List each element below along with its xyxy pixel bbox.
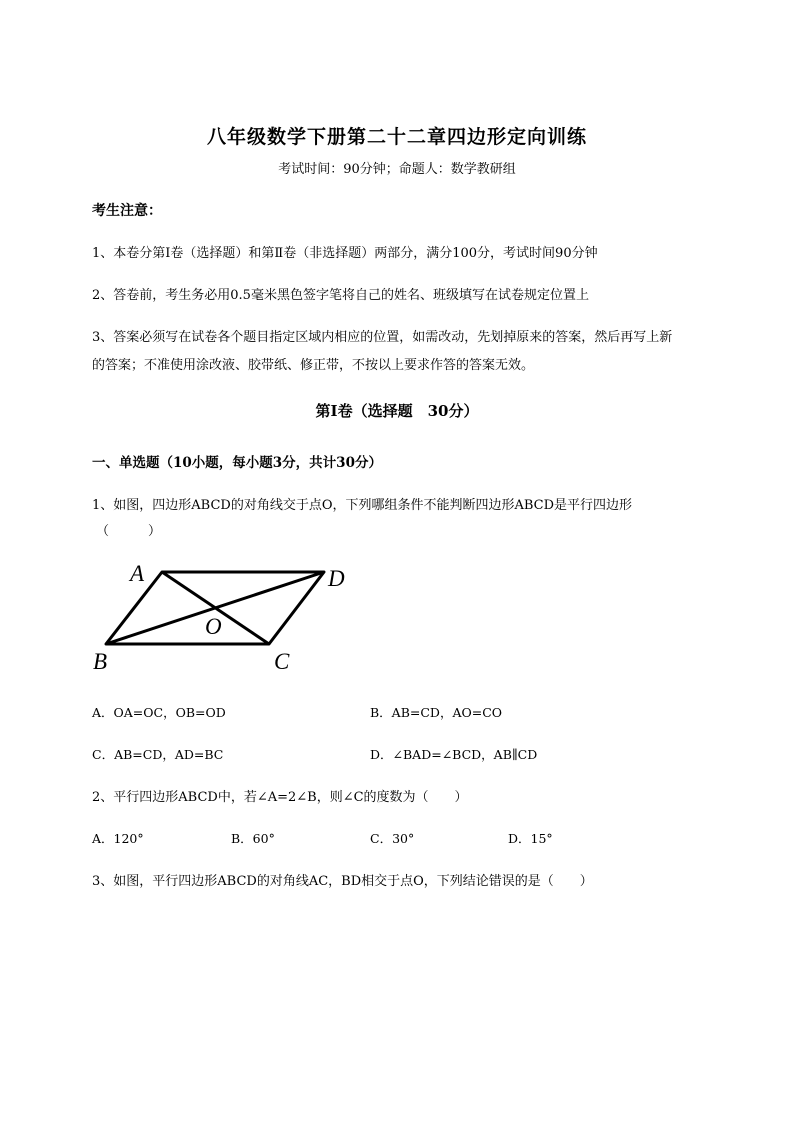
part-heading: 一、单选题（10小题，每小题3分，共计30分）: [92, 455, 382, 471]
q2-option-b[interactable]: B．60°: [231, 831, 275, 846]
notice-heading: 考生注意：: [92, 203, 162, 219]
notice-item-3: 3、答案必须写在试卷各个题目指定区域内相应的位置，如需改动，先划掉原来的答案，然后再写上新: [92, 330, 673, 345]
notice-item-3-continued: 的答案；不准使用涂改液、胶带纸、修正带，不按以上要求作答的答案无效。: [92, 358, 535, 373]
vertex-label-d: D: [328, 566, 345, 591]
exam-info: 考试时间：90分钟；命题人：数学教研组: [278, 162, 516, 177]
q1-option-b[interactable]: B．AB=CD，AO=CO: [370, 705, 503, 720]
notice-item-1: 1、本卷分第I卷（选择题）和第Ⅱ卷（非选择题）两部分，满分100分，考试时间90分钟: [92, 246, 598, 261]
q2-option-a[interactable]: A．120°: [92, 831, 144, 846]
intersection-label-o: O: [205, 614, 222, 639]
vertex-label-c: C: [274, 649, 290, 674]
q2-option-d[interactable]: D．15°: [508, 831, 553, 846]
question-3-text: 3、如图，平行四边形ABCD的对角线AC，BD相交于点O，下列结论错误的是（ ）: [92, 874, 593, 889]
parallelogram-figure: [88, 556, 368, 680]
q1-option-c[interactable]: C．AB=CD，AD=BC: [92, 747, 224, 762]
page-title: 八年级数学下册第二十二章四边形定向训练: [206, 126, 587, 148]
q1-option-a[interactable]: A．OA=OC，OB=OD: [92, 705, 226, 720]
section-title: 第I卷（选择题 30分）: [315, 402, 479, 420]
vertex-label-a: A: [130, 561, 145, 586]
q2-option-c[interactable]: C．30°: [370, 831, 415, 846]
notice-item-2: 2、答卷前，考生务必用0.5毫米黑色签字笔将自己的姓名、班级填写在试卷规定位置上: [92, 288, 589, 303]
question-1-text: 1、如图，四边形ABCD的对角线交于点O，下列哪组条件不能判断四边形ABCD是平行四边形: [92, 498, 633, 513]
q1-option-d[interactable]: D．∠BAD=∠BCD，AB∥CD: [370, 747, 538, 762]
question-2-text: 2、平行四边形ABCD中，若∠A=2∠B，则∠C的度数为（ ）: [92, 790, 468, 805]
vertex-label-b: B: [93, 649, 108, 674]
question-1-answer-blank: （ ）: [96, 524, 162, 539]
